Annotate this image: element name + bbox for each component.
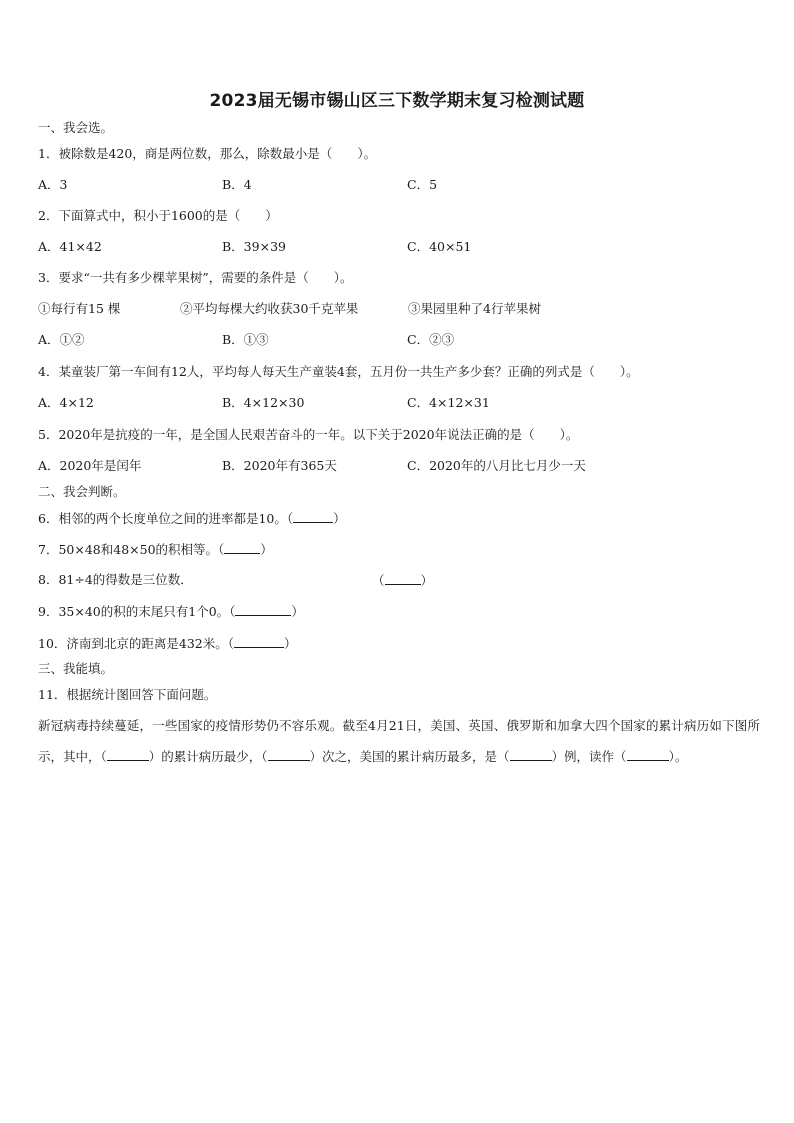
q11-blank-1[interactable] bbox=[107, 748, 149, 761]
q8-answer bbox=[372, 572, 433, 589]
section-heading-judge: 二、我会判断。 bbox=[38, 484, 126, 499]
q1-option-a: A．3 bbox=[38, 177, 68, 192]
question-2: 2．下面算式中，积小于1600的是（ ） bbox=[38, 208, 278, 223]
q5-option-b: B．2020年有365天 bbox=[222, 458, 337, 473]
q3-option-b: B．①③ bbox=[222, 332, 269, 347]
question-6 bbox=[38, 510, 346, 527]
q11-passage-part-5: ）。 bbox=[668, 749, 688, 764]
q4-option-c: C．4×12×31 bbox=[407, 395, 490, 410]
q5-option-c: C．2020年的八月比七月少一天 bbox=[407, 458, 586, 473]
q3-condition-1: ①每行有15 棵 bbox=[38, 301, 121, 316]
q8-answer-blank[interactable] bbox=[385, 572, 421, 585]
q10-close: ） bbox=[284, 636, 297, 651]
question-10 bbox=[38, 635, 297, 652]
q6-close: ） bbox=[333, 511, 346, 526]
q6-text: 6．相邻的两个长度单位之间的进率都是10。（ bbox=[38, 511, 294, 526]
q11-blank-3[interactable] bbox=[510, 748, 552, 761]
q3-condition-2: ②平均每棵大约收获30千克苹果 bbox=[180, 301, 359, 316]
question-11: 11．根据统计图回答下面问题。 bbox=[38, 687, 217, 702]
question-11-passage bbox=[38, 710, 760, 772]
q4-option-b: B．4×12×30 bbox=[222, 395, 305, 410]
section-heading-choice: 一、我会选。 bbox=[38, 120, 114, 135]
q2-option-b: B．39×39 bbox=[222, 239, 286, 254]
q7-close: ） bbox=[260, 542, 273, 557]
question-4: 4．某童装厂第一车间有12人，平均每人每天生产童装4套，五月份一共生产多少套？正确的列式是（ ）。 bbox=[38, 364, 639, 379]
q10-answer-blank[interactable] bbox=[234, 635, 284, 648]
q3-condition-3: ③果园里种了4行苹果树 bbox=[408, 301, 541, 316]
q7-answer-blank[interactable] bbox=[224, 541, 260, 554]
question-3: 3．要求“一共有多少棵苹果树”，需要的条件是（ ）。 bbox=[38, 270, 353, 285]
q11-blank-4[interactable] bbox=[627, 748, 669, 761]
q11-blank-2[interactable] bbox=[268, 748, 310, 761]
question-9 bbox=[38, 603, 304, 620]
q9-close: ） bbox=[291, 604, 304, 619]
q10-text: 10．济南到北京的距离是432米。（ bbox=[38, 636, 235, 651]
q11-passage-part-2: ）的累计病历最少，（ bbox=[148, 749, 268, 764]
q9-text: 9．35×40的积的末尾只有1个0。（ bbox=[38, 604, 236, 619]
q7-text: 7．50×48和48×50的积相等。（ bbox=[38, 542, 225, 557]
q8-close: ） bbox=[420, 573, 434, 588]
question-1: 1．被除数是420，商是两位数，那么，除数最小是（ ）。 bbox=[38, 146, 377, 161]
q3-option-c: C．②③ bbox=[407, 332, 455, 347]
page-title: 2023届无锡市锡山区三下数学期末复习检测试题 bbox=[209, 91, 585, 111]
q11-passage-part-4: ）例，读作（ bbox=[551, 749, 627, 764]
q11-passage-part-3: ）次之，美国的累计病历最多，是（ bbox=[309, 749, 510, 764]
question-7 bbox=[38, 541, 273, 558]
question-8: 8．81÷4的得数是三位数． bbox=[38, 572, 193, 587]
q9-answer-blank[interactable] bbox=[235, 603, 291, 616]
q11-passage-part-1: 新冠病毒持续蔓延，一些国家的疫情形势仍不容乐观。截至4月21日，美国、英国、俄罗斯和加拿大四个国家的累计病历如下图所示，其中，（ bbox=[38, 718, 760, 764]
q1-option-b: B．4 bbox=[222, 177, 252, 192]
q2-option-c: C．40×51 bbox=[407, 239, 472, 254]
q4-option-a: A．4×12 bbox=[38, 395, 94, 410]
q2-option-a: A．41×42 bbox=[38, 239, 102, 254]
question-5: 5．2020年是抗疫的一年，是全国人民艰苦奋斗的一年。以下关于2020年说法正确的是（ ）。 bbox=[38, 427, 579, 442]
q5-option-a: A．2020年是闰年 bbox=[38, 458, 142, 473]
q1-option-c: C．5 bbox=[407, 177, 438, 192]
q6-answer-blank[interactable] bbox=[293, 510, 333, 523]
q3-option-a: A．①② bbox=[38, 332, 85, 347]
section-heading-fill: 三、我能填。 bbox=[38, 661, 114, 676]
q8-open: （ bbox=[372, 573, 385, 588]
